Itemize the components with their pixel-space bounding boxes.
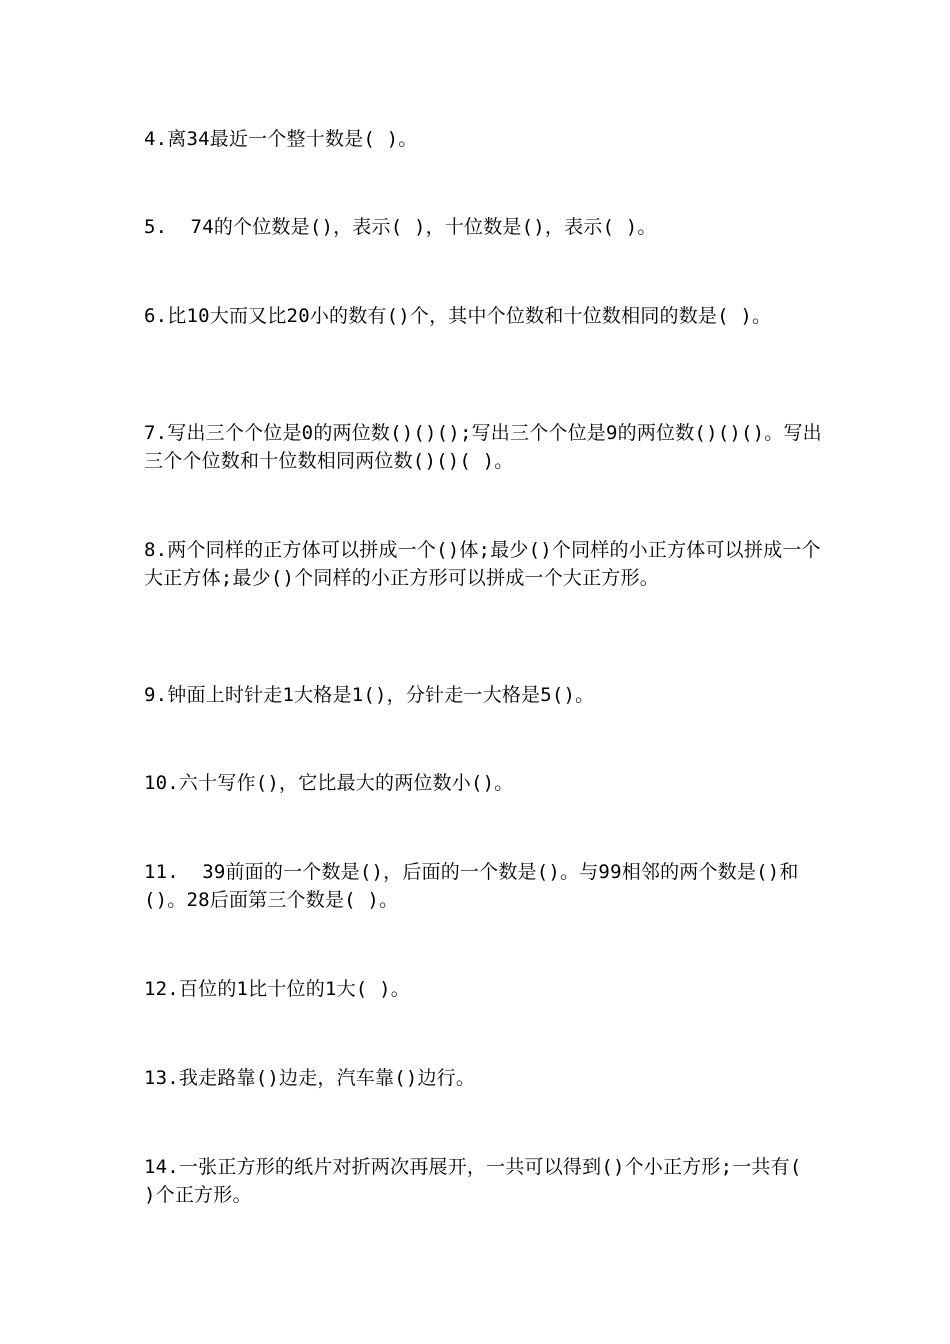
question-7: 7.写出三个个位是0的两位数()()();写出三个个位是9的两位数()()()。写出三个个位数和十位数相同两位数()()( )。 (144, 422, 822, 472)
question-4: 4.离34最近一个整十数是( )。 (144, 128, 418, 150)
question-14: 14.一张正方形的纸片对折两次再展开，一共可以得到()个小正方形;一共有( )个正方形。 (144, 1156, 814, 1206)
question-5: 5. 74的个位数是()，表示( )，十位数是()，表示( )。 (144, 216, 657, 238)
question-11: 11. 39前面的一个数是()，后面的一个数是()。与99相邻的两个数是()和()。28后面第三个数是( )。 (144, 861, 799, 911)
question-10: 10.六十写作()，它比最大的两位数小()。 (144, 772, 514, 794)
question-6: 6.比10大而又比20小的数有()个，其中个位数和十位数相同的数是( )。 (144, 305, 772, 327)
question-8: 8.两个同样的正方体可以拼成一个()体;最少()个同样的小正方体可以拼成一个大正方体;最少()个同样的小正方形可以拼成一个大正方形。 (144, 539, 821, 589)
question-9: 9.钟面上时针走1大格是1()，分针走一大格是5()。 (144, 684, 595, 706)
question-12: 12.百位的1比十位的1大( )。 (144, 978, 410, 1000)
question-13: 13.我走路靠()边走，汽车靠()边行。 (144, 1067, 476, 1089)
